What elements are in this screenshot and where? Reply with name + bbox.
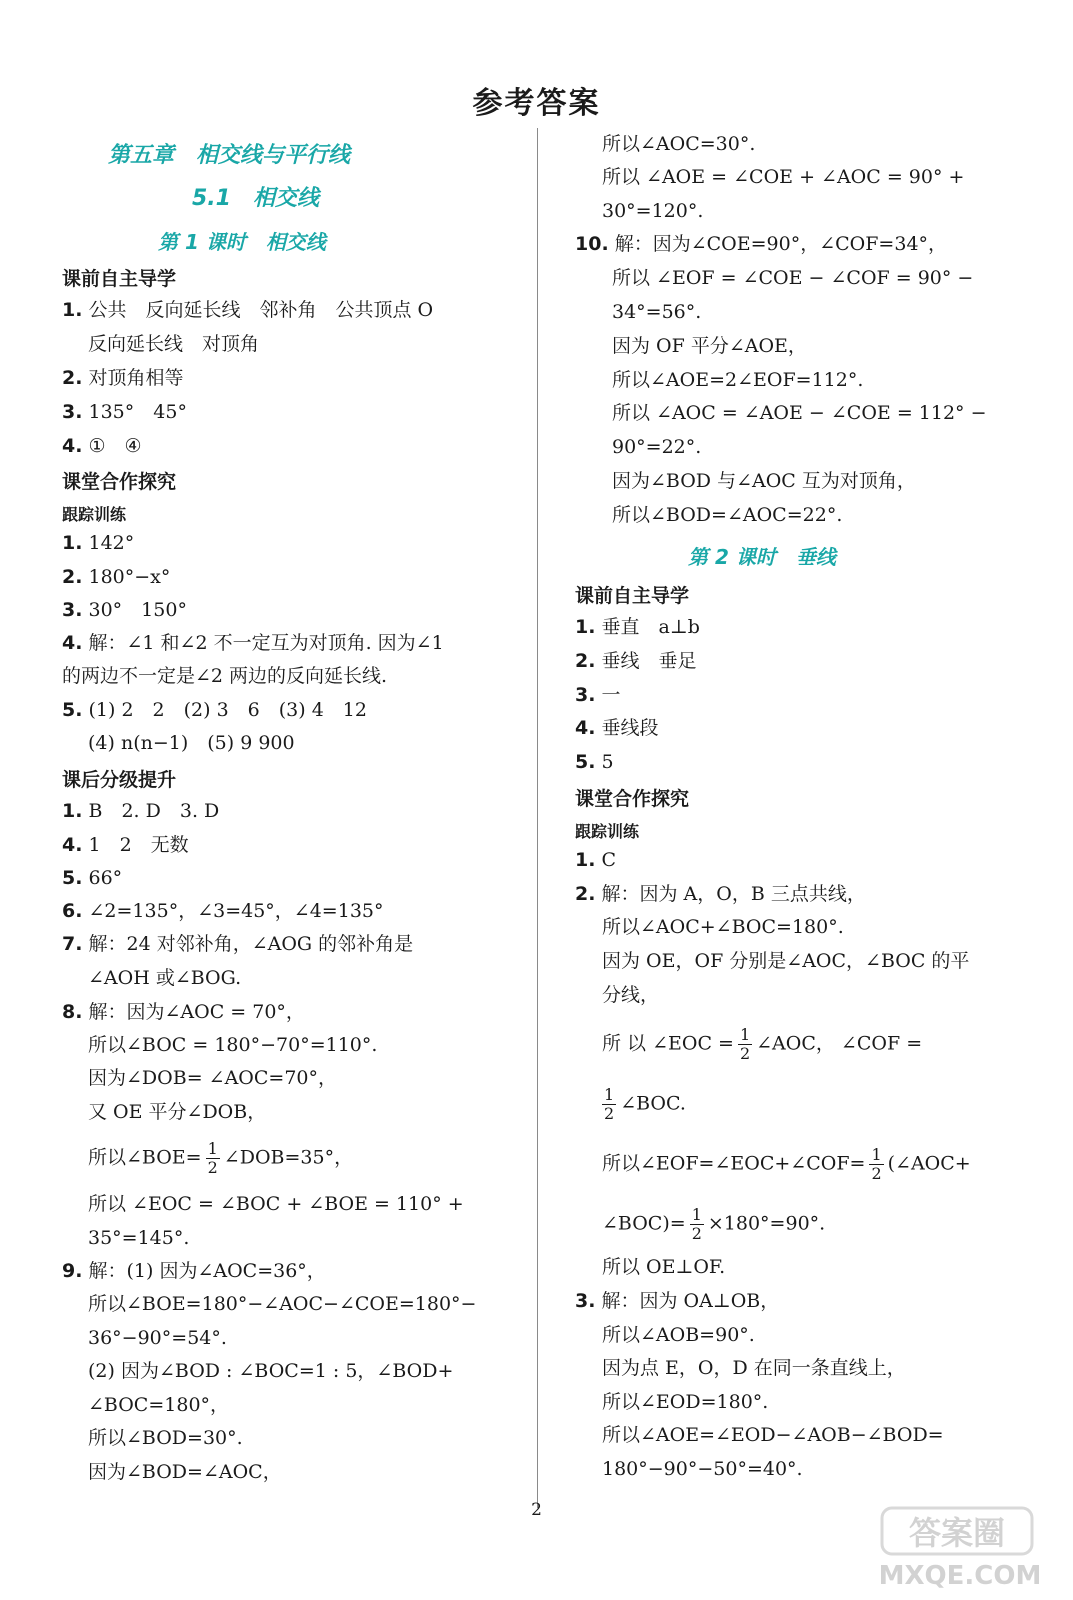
after-class-heading: 课后分级提升 [62,769,177,791]
answer-line: 5. 66° [62,867,123,889]
answer-line: 所以∠BOD=30°. [88,1427,243,1449]
answer-line: (2) 因为∠BOD : ∠BOC=1 : 5，∠BOD+ [88,1360,454,1382]
fraction-half: $\frac{1}{2}$ [207,1139,218,1177]
answer-line: 所以 ∠AOE = ∠COE + ∠AOC = 90° + [602,166,965,188]
answer-line: 7. 解：24 对邻补角，∠AOG 的邻补角是 [62,933,414,955]
answer-line: 因为∠BOD=∠AOC， [88,1461,282,1483]
in-class-heading: 课堂合作探究 [62,471,177,493]
practice-subheading: 跟踪训练 [62,505,127,524]
page-title: 参考答案 [472,86,601,121]
lesson-heading: 第 1 课时 相交线 [158,230,326,254]
answer-line: $\frac{1}{2}$ ∠BOC. [604,1085,686,1123]
pre-class-heading: 课前自主导学 [575,585,690,607]
answer-line: 所以∠AOE=∠EOD−∠AOB−∠BOD= [602,1424,944,1446]
answer-line: 2. 对顶角相等 [62,367,184,389]
answer-line: 3. 解：因为 OA⊥OB， [575,1290,780,1312]
answer-line: 因为 OE，OF 分别是∠AOC，∠BOC 的平 [602,950,970,972]
watermark-bottom-text: MXQE.COM [878,1561,1042,1591]
fraction-half: $\frac{1}{2}$ [871,1145,882,1183]
answer-line: 因为 OF 平分∠AOE， [612,335,807,357]
answer-line: 6. ∠2=135°，∠3=45°，∠4=135° [62,900,384,922]
answer-line: 34°=56°. [612,301,702,323]
answer-line: 9. 解：(1) 因为∠AOC=36°， [62,1260,326,1282]
answer-line: 分线， [602,984,660,1006]
answer-line: 4. 解：∠1 和∠2 不一定互为对顶角. 因为∠1 [62,632,444,654]
answer-line: 180°−90°−50°=40°. [602,1458,803,1480]
answer-line: 1. C [575,849,617,871]
answer-line: 2. 解：因为 A，O，B 三点共线， [575,883,866,905]
answer-line: 3. 30° 150° [62,599,187,621]
answer-line: 35°=145°. [88,1227,190,1249]
answer-line: 5. 5 [575,751,614,773]
answer-line: 所以∠BOE=180°−∠AOC−∠COE=180°− [88,1293,477,1315]
answer-line: 4. ① ④ [62,435,142,457]
answer-line: (4) n(n−1) (5) 9 900 [88,732,295,754]
answer-line: 所以∠AOC=30°. [602,133,756,155]
answer-line: 反向延长线 对顶角 [88,333,260,355]
answer-line: 的两边不一定是∠2 两边的反向延长线. [62,665,388,687]
in-class-heading: 课堂合作探究 [575,788,690,810]
answer-line: 因为∠DOB= ∠AOC=70°， [88,1067,338,1089]
answer-line: ∠AOH 或∠BOG. [88,967,242,989]
answer-line: 90°=22°. [612,436,702,458]
answer-line: 又 OE 平分∠DOB， [88,1101,267,1123]
answer-line: 1. 公共 反向延长线 邻补角 公共顶点 O [62,299,434,321]
page-number: 2 [531,1500,542,1520]
answer-line: 8. 解：因为∠AOC = 70°， [62,1001,305,1023]
answer-line: 所以∠EOF=∠EOC+∠COF= $\frac{1}{2}$ (∠AOC+ [602,1145,971,1183]
answer-line: 所以∠BOD=∠AOC=22°. [612,504,843,526]
answer-line: 1. 垂直 a⊥b [575,616,700,638]
answer-line: 3. 一 [575,684,621,706]
answer-line: 所以 ∠EOF = ∠COE − ∠COF = 90° − [612,267,974,289]
fraction-half: $\frac{1}{2}$ [691,1205,702,1243]
answer-line: 所以∠BOC = 180°−70°=110°. [88,1034,378,1056]
chapter-heading: 第五章 相交线与平行线 [108,143,351,168]
practice-subheading: 跟踪训练 [575,822,640,841]
watermark-top-text: 答案圈 [908,1514,1006,1552]
answer-line: 所以 OE⊥OF. [602,1256,726,1278]
answer-line: ∠BOC=180°， [88,1394,230,1416]
answer-line: 所以 ∠EOC = ∠BOC + ∠BOE = 110° + [88,1193,464,1215]
lesson2-heading: 第 2 课时 垂线 [688,545,836,569]
answer-line: 所以∠AOB=90°. [602,1324,755,1346]
answer-line: 3. 135° 45° [62,401,187,423]
answer-line: 10. 解：因为∠COE=90°，∠COF=34°， [575,233,948,255]
answer-line: 所以∠EOD=180°. [602,1391,769,1413]
answer-line: 所以 ∠AOC = ∠AOE − ∠COE = 112° − [612,402,987,424]
answer-line: 4. 垂线段 [575,717,659,739]
answer-line: 30°=120°. [602,200,704,222]
fraction-half: $\frac{1}{2}$ [604,1085,615,1123]
answer-line: ∠BOC)= $\frac{1}{2}$ ×180°=90°. [602,1205,826,1243]
answer-line: 所以∠BOE= $\frac{1}{2}$ ∠DOB=35°， [88,1139,354,1177]
answer-line: 36°−90°=54°. [88,1327,227,1349]
column-divider [537,128,538,1508]
answer-line: 因为点 E，O，D 在同一条直线上， [602,1357,906,1379]
answer-line: 所 以 ∠EOC = $\frac{1}{2}$ ∠AOC， ∠COF = [602,1025,923,1063]
section-heading: 5.1 相交线 [192,186,319,211]
answer-line: 4. 1 2 无数 [62,834,189,856]
answer-line: 1. B 2. D 3. D [62,800,220,822]
fraction-half: $\frac{1}{2}$ [739,1025,751,1063]
answer-line: 因为∠BOD 与∠AOC 互为对顶角， [612,470,916,492]
answer-line: 2. 180°−x° [62,566,171,588]
answer-line: 所以∠AOC+∠BOC=180°. [602,916,844,938]
answer-line: 5. (1) 2 2 (2) 3 6 (3) 4 12 [62,699,367,721]
pre-class-heading: 课前自主导学 [62,268,177,290]
answer-line: 所以∠AOE=2∠EOF=112°. [612,369,864,391]
answer-line: 1. 142° [62,532,135,554]
answer-line: 2. 垂线 垂足 [575,650,697,672]
watermark-logo [860,1500,1060,1595]
